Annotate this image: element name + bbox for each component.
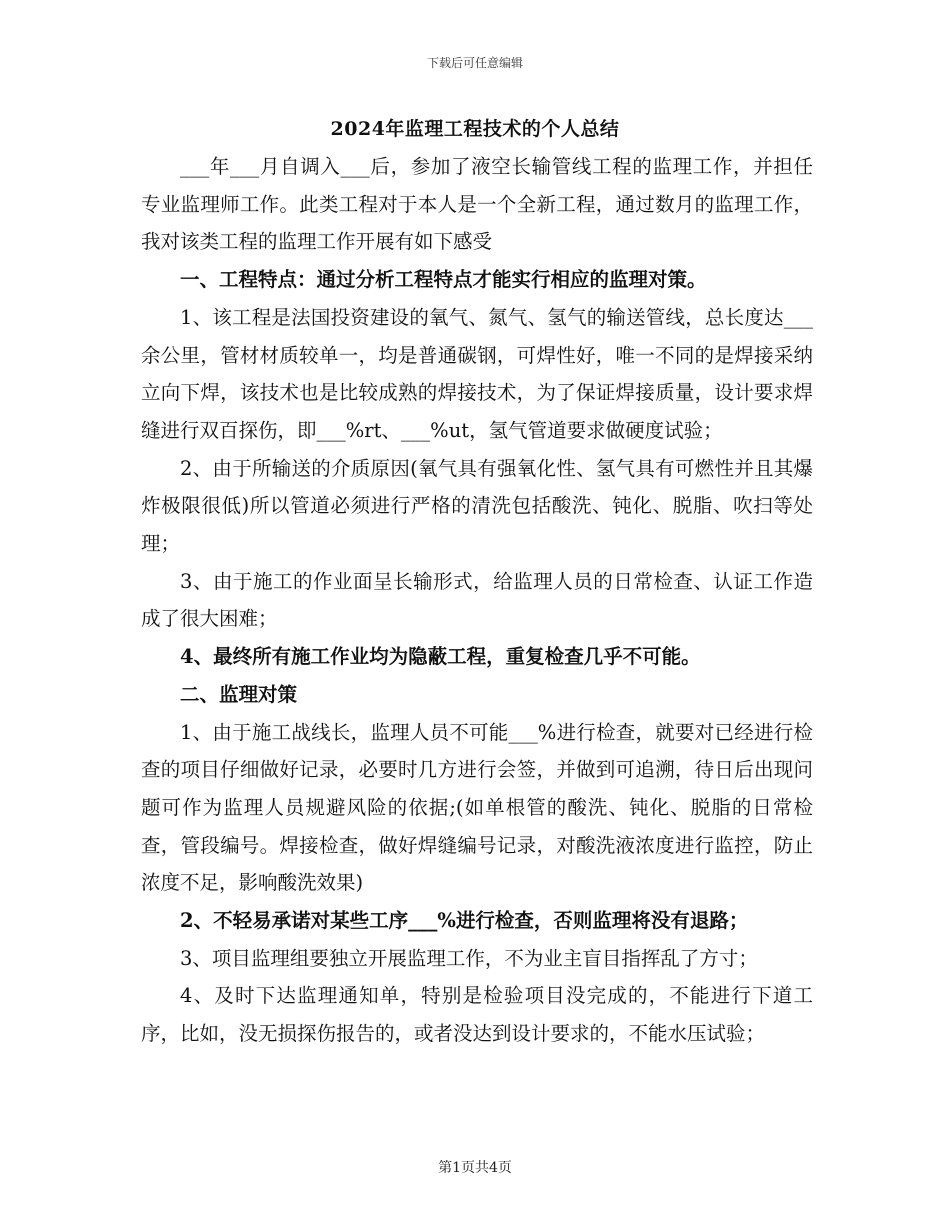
- feature-item-4: 4、最终所有施工作业均为隐蔽工程，重复检查几乎不可能。: [180, 645, 701, 669]
- feature-item-2: 2、由于所输送的介质原因(氧气具有强氧化性、氢气具有可燃性并且其爆炸极限很低)所以管道必须进行严格的清洗包括酸洗、钝化、脱脂、吹扫等处理；: [141, 456, 813, 556]
- measure-item-4: 4、及时下达监理通知单，特别是检验项目没完成的，不能进行下道工序，比如，没无损探伤报告的，或者没达到设计要求的，不能水压试验；: [141, 984, 813, 1046]
- header-note: 下载后可任意编辑: [426, 56, 523, 70]
- measure-item-3: 3、项目监理组要独立开展监理工作，不为业主盲目指挥乱了方寸；: [180, 946, 758, 970]
- section-heading-engineering-features: 一、工程特点：通过分析工程特点才能实行相应的监理对策。: [180, 268, 707, 292]
- feature-item-1: 1、该工程是法国投资建设的氧气、氮气、氢气的输送管线，总长度达___余公里，管材材质较单一，均是普通碳钢，可焊性好，唯一不同的是焊接采纳立向下焊，该技术也是比较成熟的焊接技术，为了保证焊接质量，设计要求焊缝进行双百探伤，即___%rt、___%ut，氢气管道要求做硬度试验；: [141, 305, 813, 442]
- page-number: 第1页共4页: [438, 1160, 512, 1176]
- intro-paragraph: ___年___月自调入___后，参加了液空长输管线工程的监理工作，并担任专业监理师工作。此类工程对于本人是一个全新工程，通过数月的监理工作，我对该类工程的监理工作开展有如下感受: [141, 155, 813, 254]
- section-heading-supervision-measures: 二、监理对策: [180, 682, 298, 706]
- document-body: [141, 148, 813, 1053]
- document-title: 2024年监理工程技术的个人总结: [330, 118, 620, 140]
- feature-item-3: 3、由于施工的作业面呈长输形式，给监理人员的日常检查、认证工作造成了很大困难；: [141, 569, 813, 631]
- measure-item-1: 1、由于施工战线长，监理人员不可能___%进行检查，就要对已经进行检查的项目仔细做好记录，必要时几方进行会签，并做到可追溯，待日后出现问题可作为监理人员规避风险的依据;(如单根管的酸洗、钝化、脱脂的日常检查，管段编号。焊接检查，做好焊缝编号记录，对酸洗液浓度进行监控，防止浓度不足，影响酸洗效果): [141, 720, 813, 895]
- measure-item-2: 2、不轻易承诺对某些工序___%进行检查，否则监理将没有退路；: [180, 909, 749, 933]
